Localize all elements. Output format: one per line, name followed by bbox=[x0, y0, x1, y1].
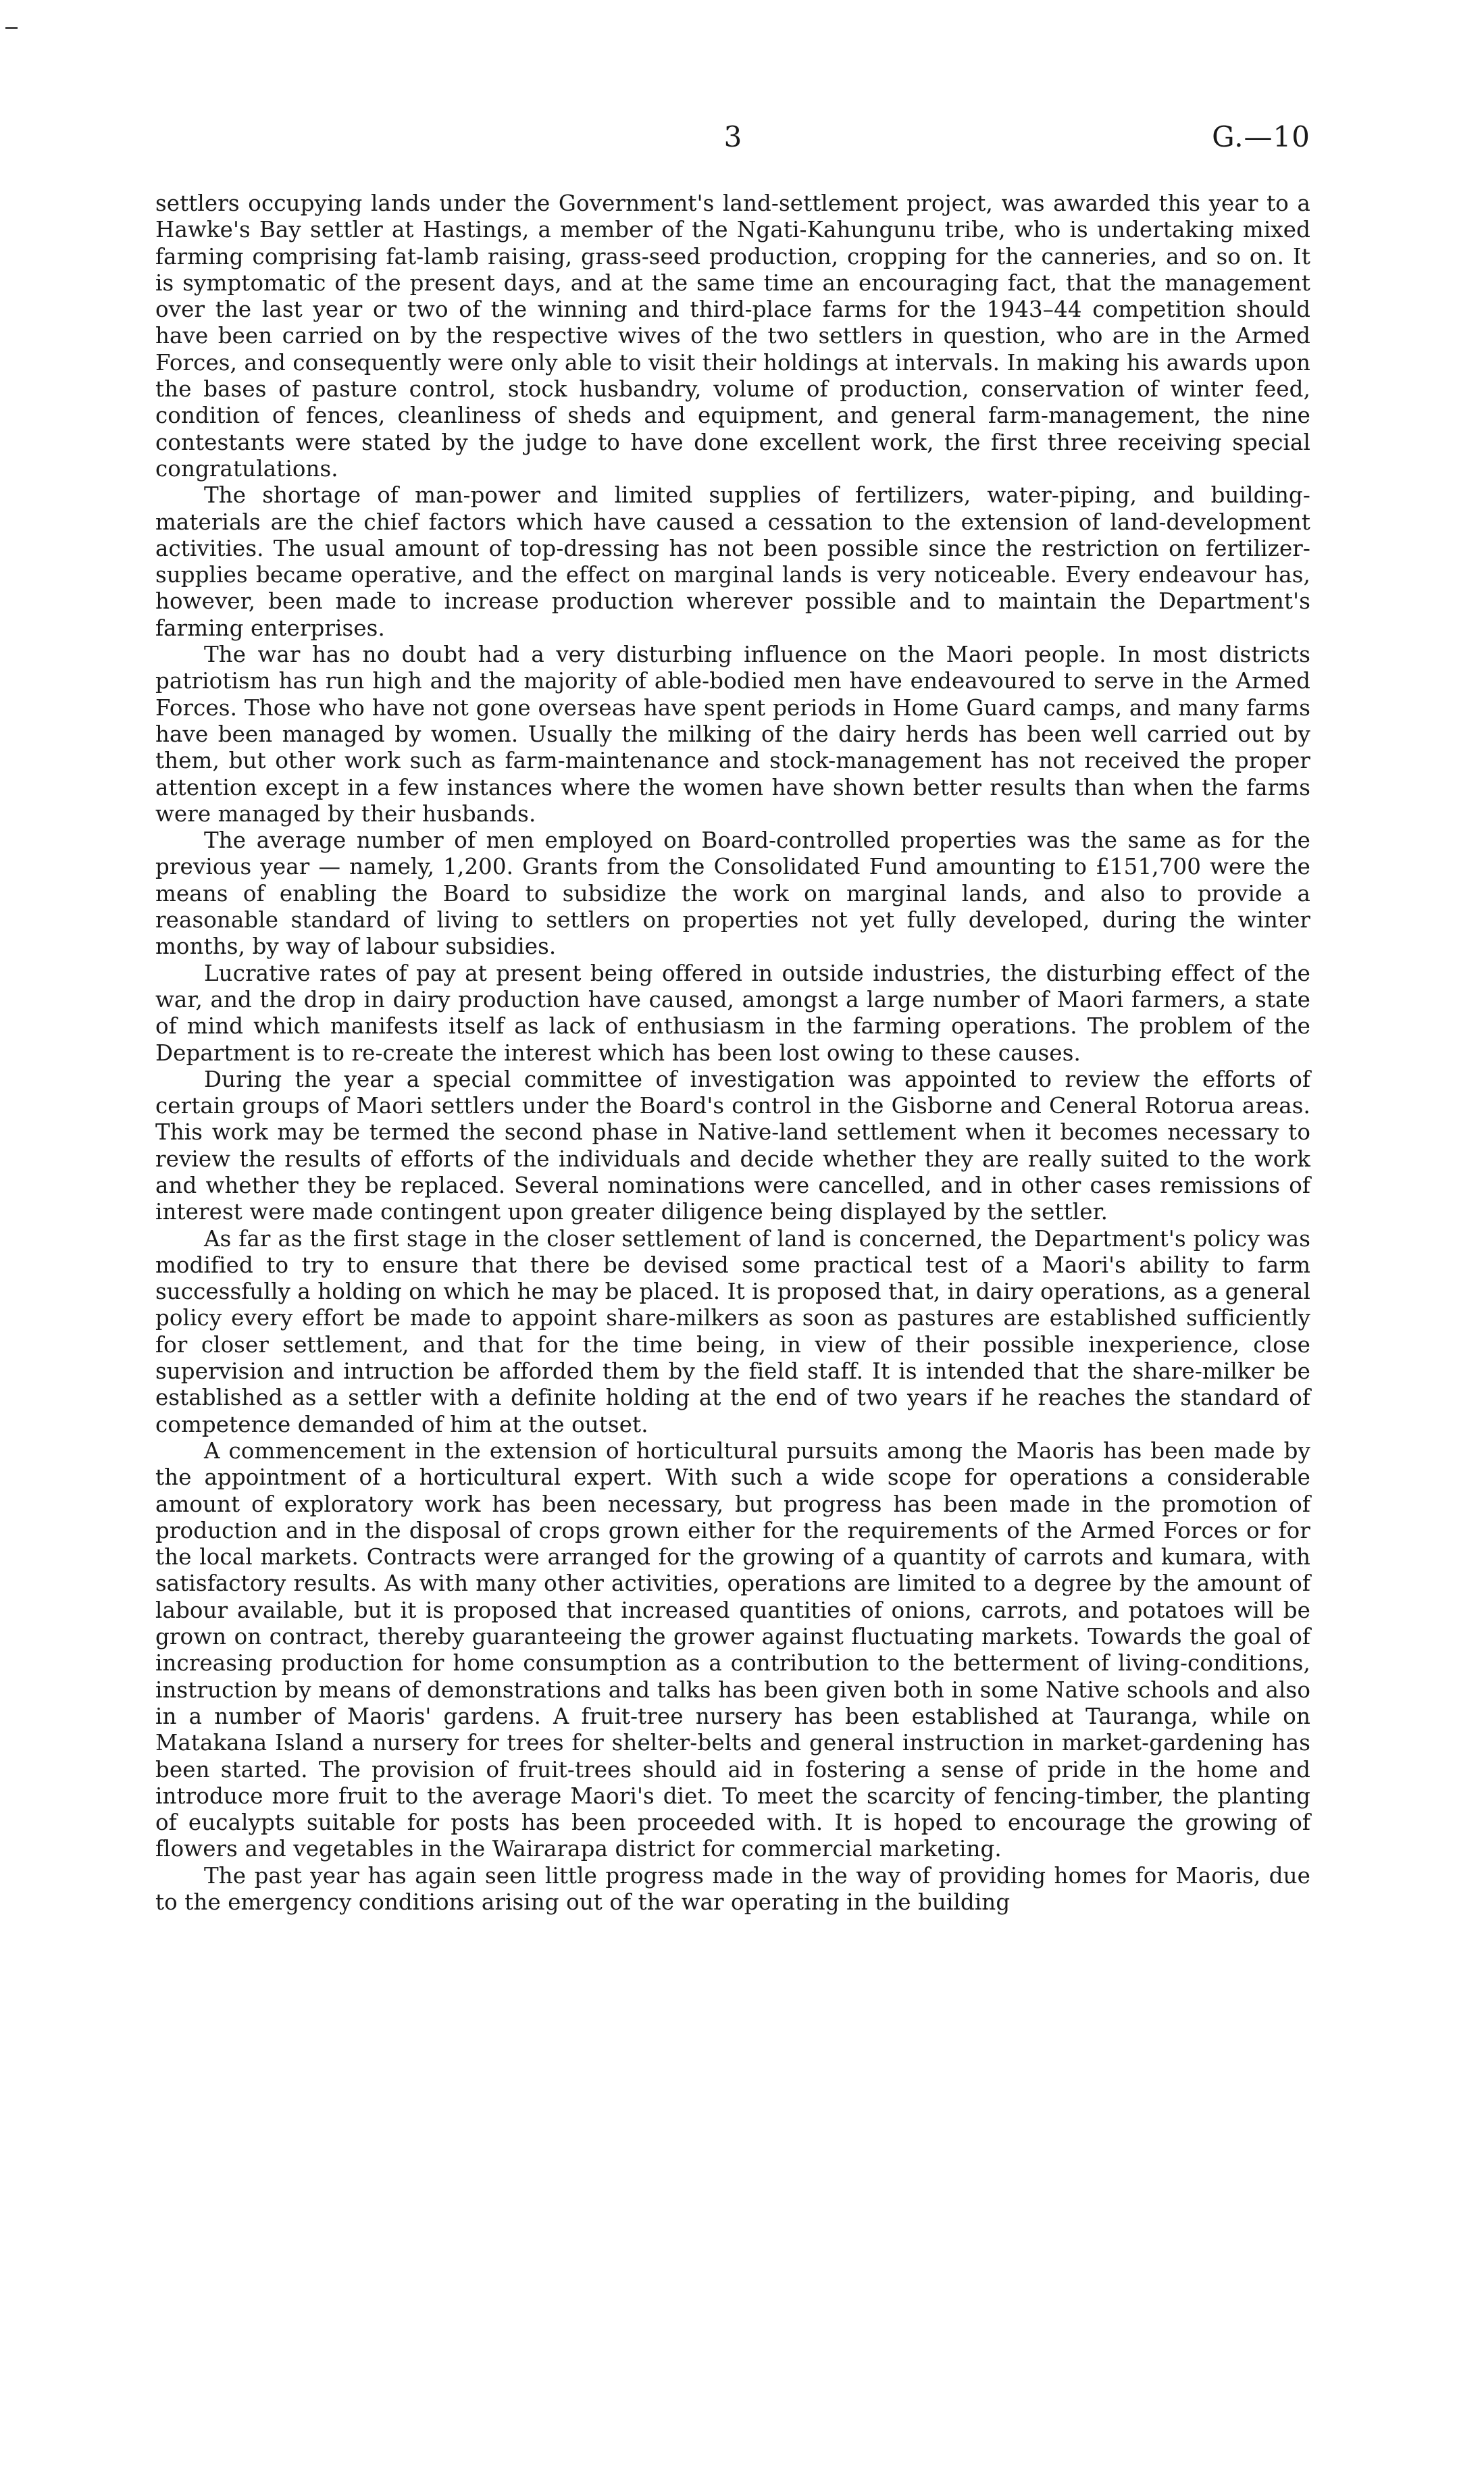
paragraph: settlers occupying lands under the Government's land-settlement project, was awarded this year to a Hawke's Bay settler at Hastings, a member of the Ngati-Kahungunu tribe, who is undertaking mixed farming comprising fat-lamb raising, grass-seed production, cropping for the canneries, and so on. It is symptomatic of the present days, and at the same time an encouraging fact, that the management over the last year or two of the winning and third-place farms for the 1943–44 competition should have been carried on by the respective wives of the two settlers in question, who are in the Armed Forces, and consequently were only able to visit their holdings at intervals. In making his awards upon the bases of pasture control, stock husbandry, volume of production, conservation of winter feed, condition of fences, cleanliness of sheds and equipment, and general farm-management, the nine contestants were stated by the judge to have done excellent work, the first three receiving special congratulations. bbox=[155, 190, 1310, 482]
scan-mark bbox=[5, 27, 18, 29]
report-code: G.—10 bbox=[1212, 120, 1310, 153]
body-text bbox=[155, 190, 1310, 1916]
page-number: 3 bbox=[723, 120, 742, 153]
paragraph: The average number of men employed on Board-controlled properties was the same as for the previous year — namely, 1,200. Grants from the Consolidated Fund amounting to £151,700 were the means of enabling the Board to subsidize the work on marginal lands, and also to provide a reasonable standard of living to settlers on properties not yet fully developed, during the winter months, by way of labour subsidies. bbox=[155, 827, 1310, 960]
paragraph: During the year a special committee of investigation was appointed to review the efforts of certain groups of Maori settlers under the Board's control in the Gisborne and Ceneral Rotorua areas. This work may be termed the second phase in Native-land settlement when it becomes necessary to review the results of efforts of the individuals and decide whether they are really suited to the work and whether they be replaced. Several nominations were cancelled, and in other cases remissions of interest were made contingent upon greater diligence being displayed by the settler. bbox=[155, 1066, 1310, 1225]
paragraph: The shortage of man-power and limited supplies of fertilizers, water-piping, and building-materials are the chief factors which have caused a cessation to the extension of land-development activities. The usual amount of top-dressing has not been possible since the restriction on fertilizer-supplies became operative, and the effect on marginal lands is very noticeable. Every endeavour has, however, been made to increase production wherever possible and to maintain the Department's farming enterprises. bbox=[155, 482, 1310, 641]
paragraph: The past year has again seen little progress made in the way of providing homes for Maoris, due to the emergency conditions arising out of the war operating in the building bbox=[155, 1862, 1310, 1915]
paragraph: The war has no doubt had a very disturbing influence on the Maori people. In most districts patriotism has run high and the majority of able-bodied men have endeavoured to serve in the Armed Forces. Those who have not gone overseas have spent periods in Home Guard camps, and many farms have been managed by women. Usually the milking of the dairy herds has been well carried out by them, but other work such as farm-maintenance and stock-management has not received the proper attention except in a few instances where the women have shown better results than when the farms were managed by their husbands. bbox=[155, 642, 1310, 827]
paragraph: Lucrative rates of pay at present being offered in outside industries, the disturbing effect of the war, and the drop in dairy production have caused, amongst a large number of Maori farmers, a state of mind which manifests itself as lack of enthusiasm in the farming operations. The problem of the Department is to re-create the interest which has been lost owing to these causes. bbox=[155, 960, 1310, 1066]
page-header bbox=[155, 120, 1310, 161]
paragraph: A commencement in the extension of horticultural pursuits among the Maoris has been made by the appointment of a horticultural expert. With such a wide scope for operations a considerable amount of exploratory work has been necessary, but progress has been made in the promotion of production and in the disposal of crops grown either for the requirements of the Armed Forces or for the local markets. Contracts were arranged for the growing of a quantity of carrots and kumara, with satisfactory results. As with many other activities, operations are limited to a degree by the amount of labour available, but it is proposed that increased quantities of onions, carrots, and potatoes will be grown on contract, thereby guaranteeing the grower against fluctuating markets. Towards the goal of increasing production for home consumption as a contribution to the betterment of living-conditions, instruction by means of demonstrations and talks has been given both in some Native schools and also in a number of Maoris' gardens. A fruit-tree nursery has been established at Tauranga, while on Matakana Island a nursery for trees for shelter-belts and general instruction in market-gardening has been started. The provision of fruit-trees should aid in fostering a sense of pride in the home and introduce more fruit to the average Maori's diet. To meet the scarcity of fencing-timber, the planting of eucalypts suitable for posts has been proceeded with. It is hoped to encourage the growing of flowers and vegetables in the Wairarapa district for commercial marketing. bbox=[155, 1437, 1310, 1862]
paragraph: As far as the first stage in the closer settlement of land is concerned, the Department's policy was modified to try to ensure that there be devised some practical test of a Maori's ability to farm successfully a holding on which he may be placed. It is proposed that, in dairy operations, as a general policy every effort be made to appoint share-milkers as soon as pastures are established sufficiently for closer settlement, and that for the time being, in view of their possible inexperience, close supervision and intruction be afforded them by the field staff. It is intended that the share-milker be established as a settler with a definite holding at the end of two years if he reaches the standard of competence demanded of him at the outset. bbox=[155, 1225, 1310, 1437]
